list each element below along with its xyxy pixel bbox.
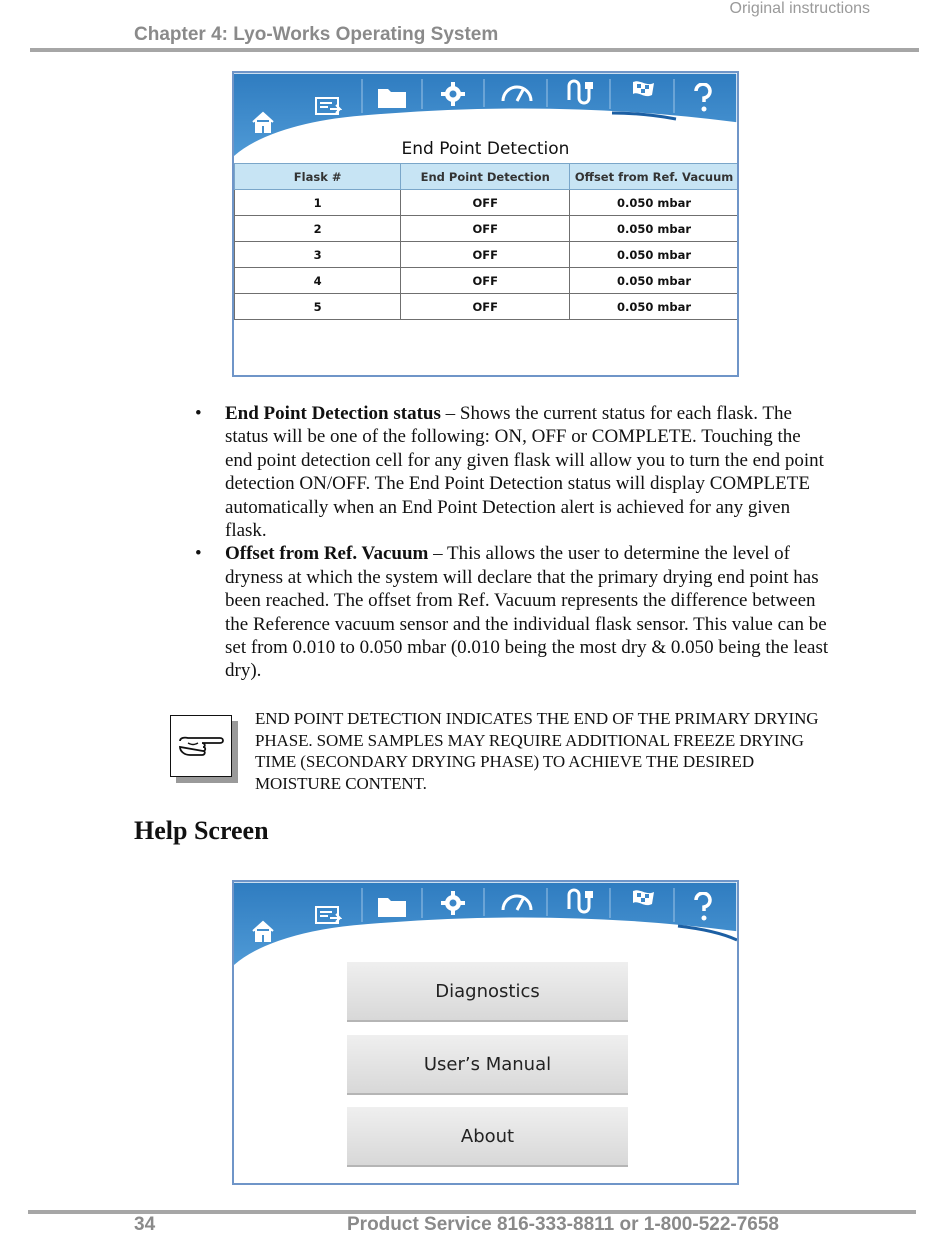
table-row — [235, 242, 739, 268]
folder-icon[interactable] — [376, 83, 410, 111]
plug-icon[interactable] — [564, 887, 594, 915]
list-item — [190, 542, 830, 682]
flask-number: 2 — [235, 216, 401, 242]
offset-cell[interactable]: 0.050 mbar — [570, 216, 739, 242]
column-header-flask: Flask # — [235, 164, 401, 190]
header-rule — [30, 48, 919, 52]
end-point-status-cell[interactable]: OFF — [401, 268, 570, 294]
about-button[interactable]: About — [347, 1107, 628, 1167]
bullet-term: Offset from Ref. Vacuum — [225, 543, 429, 565]
nav-bar — [234, 882, 737, 972]
offset-cell[interactable]: 0.050 mbar — [570, 190, 739, 216]
checkered-flag-icon[interactable] — [630, 888, 658, 912]
end-point-status-cell[interactable]: OFF — [401, 294, 570, 320]
table-row — [235, 294, 739, 320]
bullet-text: – Shows the current status for each flask. The status will be one of the following: ON, OFF or COMPLETE. Touching the end point detection cell for any given flask will allow you to turn the end point detection ON/OFF. The End Point Detection status will display COMPLETE automatically when an End Point Detection alert is achieved for any given flask. — [225, 403, 824, 542]
note-box — [170, 715, 232, 777]
table-row — [235, 216, 739, 242]
gauge-icon[interactable] — [500, 888, 534, 912]
flask-number: 3 — [235, 242, 401, 268]
note-text: END POINT DETECTION INDICATES THE END OF THE PRIMARY DRYING PHASE. SOME SAMPLES MAY REQUIRE ADDITIONAL FREEZE DRYING TIME (SECONDARY DRYING PHASE) TO ACHIEVE THE DESIRED MOISTURE CONTENT. — [255, 709, 819, 793]
diagnostics-button[interactable]: Diagnostics — [347, 962, 628, 1022]
end-point-table — [234, 163, 739, 320]
original-instructions-note: Original instructions — [729, 0, 870, 17]
end-point-status-cell[interactable]: OFF — [401, 190, 570, 216]
bullet-icon: • — [195, 543, 202, 565]
folder-icon[interactable] — [376, 892, 410, 920]
end-point-status-cell[interactable]: OFF — [401, 242, 570, 268]
home-icon[interactable] — [250, 918, 276, 944]
screen-icon[interactable] — [314, 95, 342, 119]
users-manual-button[interactable]: User’s Manual — [347, 1035, 628, 1095]
end-point-detection-screenshot — [232, 71, 739, 377]
checkered-flag-icon[interactable] — [630, 79, 658, 103]
bullet-term: End Point Detection status — [225, 403, 441, 424]
bullet-text: – This allows the user to determine the level of dryness at which the system will declare that the primary drying end point has been reached. The offset from Ref. Vacuum represents the difference between the Reference vacuum sensor and the individual flask sensor. This value can be set from 0.010 to 0.050 mbar (0.010 being the most dry & 0.050 being the least dry). — [225, 543, 829, 682]
page-number: 34 — [134, 1214, 156, 1235]
help-screen-screenshot — [232, 880, 739, 1185]
question-icon[interactable] — [692, 83, 714, 113]
end-point-detection-title: End Point Detection — [401, 139, 570, 159]
flask-number: 4 — [235, 268, 401, 294]
gear-icon[interactable] — [440, 890, 466, 916]
screen-icon[interactable] — [314, 904, 342, 928]
section-title: Help Screen — [134, 816, 269, 845]
flask-number: 1 — [235, 190, 401, 216]
plug-icon[interactable] — [564, 78, 594, 106]
list-item — [190, 402, 830, 542]
home-icon[interactable] — [250, 109, 276, 135]
table-row — [235, 268, 739, 294]
chapter-header: Chapter 4: Lyo-Works Operating System — [134, 24, 499, 45]
bullet-icon: • — [195, 403, 202, 424]
offset-cell[interactable]: 0.050 mbar — [570, 242, 739, 268]
column-header-end-point-detection: End Point Detection — [401, 164, 570, 190]
offset-cell[interactable]: 0.050 mbar — [570, 294, 739, 320]
pointing-hand-icon — [176, 731, 226, 761]
table-row — [235, 190, 739, 216]
end-point-status-cell[interactable]: OFF — [401, 216, 570, 242]
question-icon[interactable] — [692, 892, 714, 922]
offset-cell[interactable]: 0.050 mbar — [570, 268, 739, 294]
gear-icon[interactable] — [440, 81, 466, 107]
column-header-offset: Offset from Ref. Vacuum — [570, 164, 739, 190]
description-list — [190, 402, 830, 683]
gauge-icon[interactable] — [500, 79, 534, 103]
product-service-footer: Product Service 816-333-8811 or 1-800-522-7658 — [347, 1214, 779, 1235]
flask-number: 5 — [235, 294, 401, 320]
